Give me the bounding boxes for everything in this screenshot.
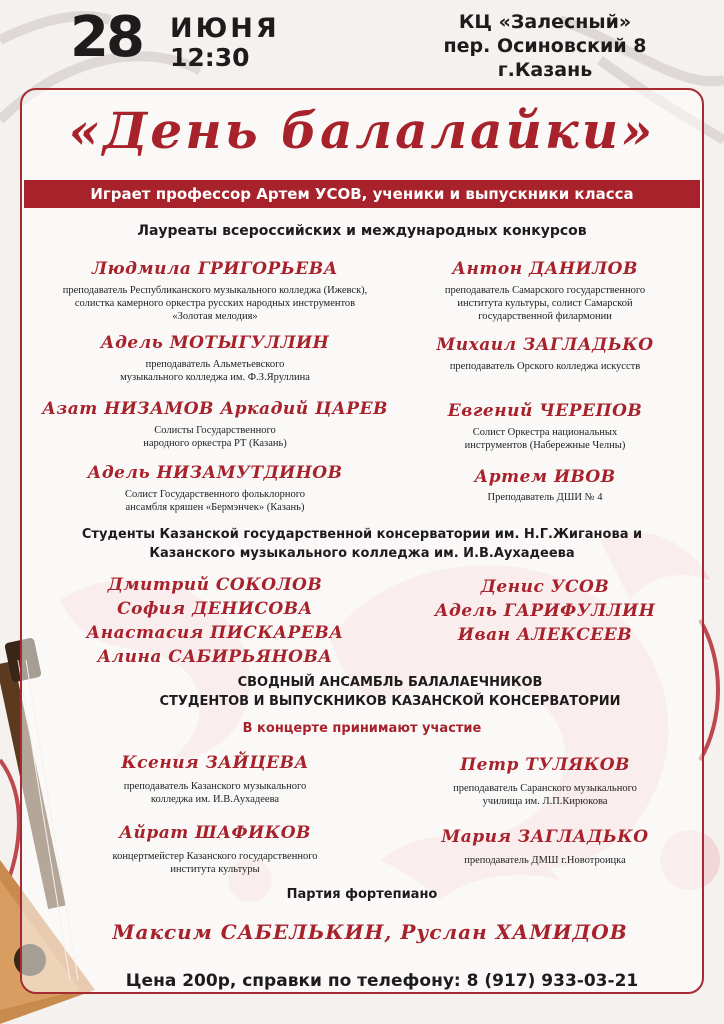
student-name: Денис УСОВ <box>480 577 610 597</box>
guest-desc: преподаватель Казанского музыкального колледжа им. И.В.Аухадеева <box>123 781 307 805</box>
piano-heading: Партия фортепиано <box>286 887 438 902</box>
performer-name: Евгений ЧЕРЕПОВ <box>447 401 643 421</box>
student-name: София ДЕНИСОВА <box>117 599 313 619</box>
performer-name: Михаил ЗАГЛАДЬКО <box>436 335 654 355</box>
pianist-names: Максим САБЕЛЬКИН, Руслан ХАМИДОВ <box>112 920 628 944</box>
performer-desc: Преподаватель ДШИ № 4 <box>487 492 603 503</box>
guest-desc: преподаватель Саранского музыкального училища им. Л.П.Кирюкова <box>453 783 637 807</box>
guest-desc: концертмейстер Казанского государственного института культуры <box>112 851 318 875</box>
performer-desc: преподаватель Орского колледжа искусств <box>449 361 641 372</box>
event-day: 28 <box>70 5 142 70</box>
performer-desc: преподаватель Республиканского музыкального колледжа (Ижевск), солистка камерного оркестра русских народных инструментов «Золотая мелодия» <box>62 285 368 322</box>
performer-name: Артем ИВОВ <box>474 467 616 487</box>
student-name: Иван АЛЕКСЕЕВ <box>457 625 633 645</box>
event-month: ИЮНЯ <box>170 13 280 44</box>
guest-name: Айрат ШАФИКОВ <box>119 823 311 843</box>
performer-name: Азат НИЗАМОВ Аркадий ЦАРЕВ <box>42 399 388 419</box>
student-name: Анастасия ПИСКАРЕВА <box>86 623 344 643</box>
performer-desc: преподаватель Альметьевского музыкального колледжа им. Ф.З.Яруллина <box>120 359 310 383</box>
student-name: Алина САБИРЬЯНОВА <box>97 647 333 667</box>
performer-name: Людмила ГРИГОРЬЕВА <box>92 259 338 279</box>
students-heading: Студенты Казанской государственной консерватории им. Н.Г.Жиганова и <box>81 527 643 542</box>
ensemble-heading: СВОДНЫЙ АНСАМБЛЬ БАЛАЛАЕЧНИКОВ <box>237 675 543 690</box>
performer-desc: преподаватель Самарского государственного института культуры, солист Самарской государственной филармонии <box>444 285 646 322</box>
performer-name: Адель НИЗАМУТДИНОВ <box>87 463 343 483</box>
student-name: Дмитрий СОКОЛОВ <box>107 575 323 595</box>
guest-name: Мария ЗАГЛАДЬКО <box>441 827 649 847</box>
performer-desc: Солисты Государственного народного оркестра РТ (Казань) <box>143 425 287 449</box>
laureates-heading: Лауреаты всероссийских и международных конкурсов <box>137 223 587 239</box>
ensemble-heading-2: СТУДЕНТОВ И ВЫПУСКНИКОВ КАЗАНСКОЙ КОНСЕРВАТОРИИ <box>159 694 621 709</box>
performer-name: Адель МОТЫГУЛЛИН <box>100 333 330 353</box>
price-contact: Цена 200р, справки по телефону: 8 (917) 933-03-21 <box>125 971 639 991</box>
guest-desc: преподаватель ДМШ г.Новотроицка <box>464 855 626 866</box>
performer-desc: Солист Оркестра национальных инструментов (Набережные Челны) <box>464 427 626 451</box>
event-time: 12:30 <box>170 43 250 72</box>
guest-name: Ксения ЗАЙЦЕВА <box>121 753 309 773</box>
venue-city: г.Казань <box>497 59 593 81</box>
event-title: «День балалайки» <box>68 101 656 160</box>
venue-name: КЦ «Залесный» <box>458 11 632 33</box>
students-heading-2: Казанского музыкального колледжа им. И.В.Аухадеева <box>149 546 575 561</box>
guest-name: Петр ТУЛЯКОВ <box>460 755 630 775</box>
performer-desc: Солист Государственного фольклорного ансамбля кряшен «Бермэнчек» (Казань) <box>124 489 306 513</box>
student-name: Адель ГАРИФУЛЛИН <box>434 601 656 621</box>
performer-banner: Играет профессор Артем УСОВ, ученики и выпускники класса <box>24 180 700 208</box>
guests-heading: В концерте принимают участие <box>242 721 482 736</box>
performer-name: Антон ДАНИЛОВ <box>452 259 638 279</box>
venue-address: пер. Осиновский 8 <box>443 35 647 57</box>
